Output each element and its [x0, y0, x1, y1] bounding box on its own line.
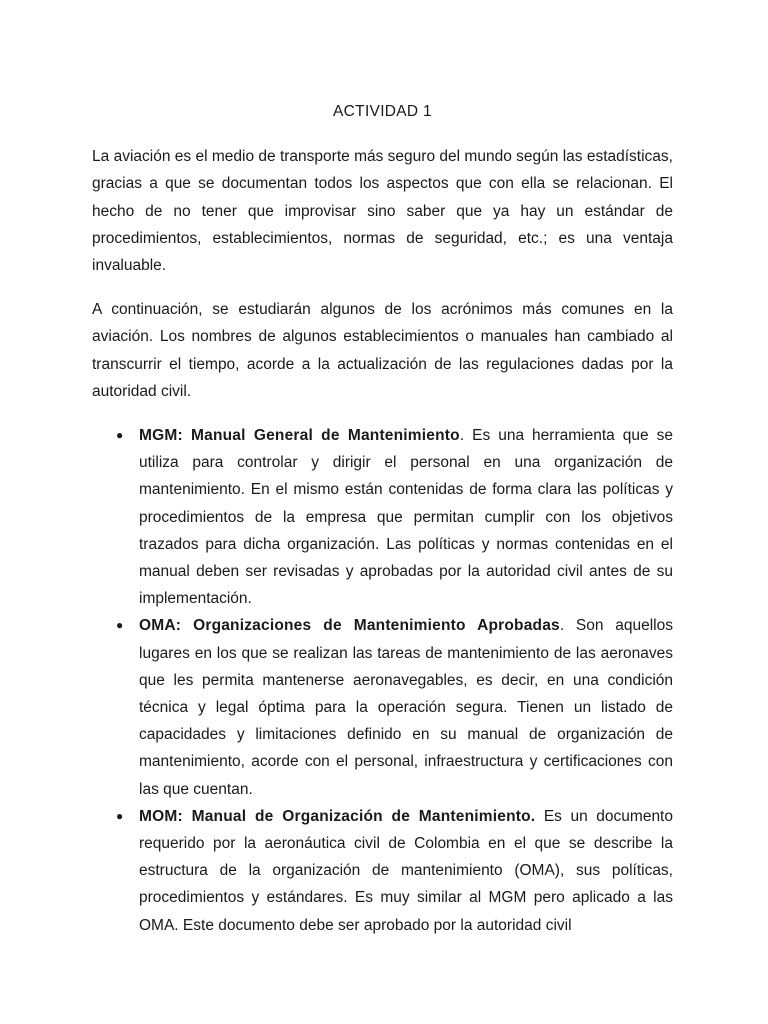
acronym-description: . Es una herramienta que se utiliza para controlar y dirigir el personal en una organización de mantenimiento. En el mismo están contenidas de forma clara las políticas y procedimientos de la empresa que permitan cumplir con los objetivos trazados para dicha organización. Las políticas y normas contenidas en el manual deben ser revisadas y aprobadas por la autoridad civil antes de su implementación. — [139, 427, 673, 608]
acronym-description: . Son aquellos lugares en los que se realizan las tareas de mantenimiento de las aeronaves que les permita mantenerse aeronavegables, es decir, en una condición técnica y legal óptima para la operación segura. Tienen un listado de capacidades y limitaciones definido en su manual de organización de mantenimiento, acorde con el personal, infraestructura y certificaciones con las que cuentan. — [139, 617, 673, 798]
document-title: ACTIVIDAD 1 — [333, 103, 432, 120]
acronyms-intro-paragraph: A continuación, se estudiarán algunos de los acrónimos más comunes en la aviación. Los nombres de algunos establecimientos o manuales han cambiado al transcurrir el tiempo, acorde a la actualización de las regulaciones dadas por la autoridad civil. — [92, 301, 673, 400]
acronym-term: MGM: Manual General de Mantenimiento — [139, 427, 460, 445]
bullet-icon: ● — [116, 428, 124, 443]
acronym-list — [92, 422, 673, 939]
acronym-term: OMA: Organizaciones de Mantenimiento Aprobadas — [139, 617, 560, 635]
list-item-mgm — [92, 422, 673, 612]
intro-paragraph: La aviación es el medio de transporte más seguro del mundo según las estadísticas, gracias a que se documentan todos los aspectos que con ella se relacionan. El hecho de no tener que improvisar sino saber que ya hay un estándar de procedimientos, establecimientos, normas de seguridad, etc.; es una ventaja invaluable. — [92, 148, 673, 275]
bullet-icon: ● — [116, 618, 124, 633]
bullet-icon: ● — [116, 808, 124, 823]
acronym-description: Es un documento requerido por la aeronáutica civil de Colombia en el que se describe la estructura de la organización de mantenimiento (OMA), sus políticas, procedimientos y estándares. Es muy similar al MGM pero aplicado a las OMA. Este documento debe ser aprobado por la autoridad civil — [139, 807, 673, 934]
document-page — [92, 98, 673, 939]
acronym-term: MOM: Manual de Organización de Mantenimiento. — [139, 807, 536, 825]
list-item-mom — [92, 803, 673, 939]
list-item-oma — [92, 612, 673, 802]
